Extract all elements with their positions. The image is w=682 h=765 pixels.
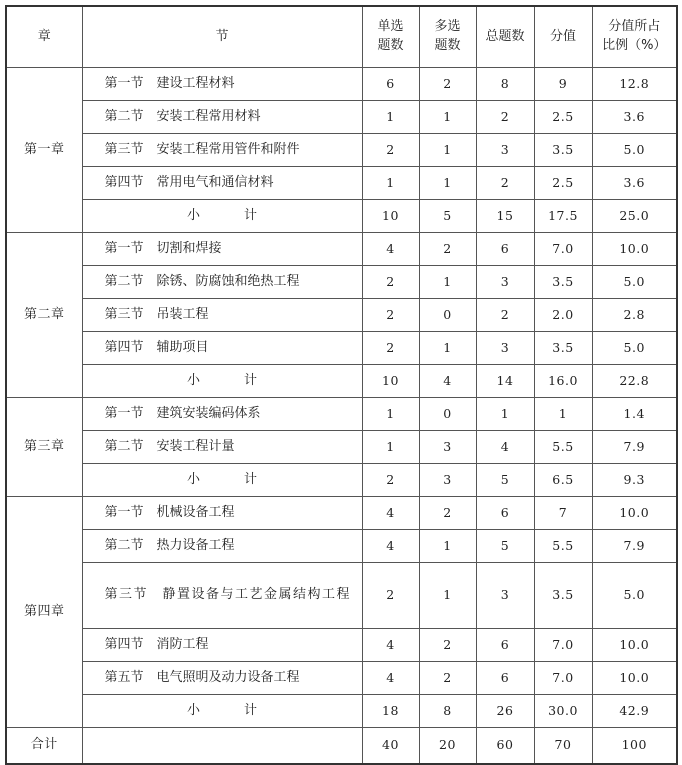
header-total: 总题数: [476, 6, 534, 68]
total-cell: 6: [476, 497, 534, 530]
ratio-cell: 7.9: [592, 530, 677, 563]
score-cell: 3.5: [534, 563, 592, 629]
subtotal-row: [6, 365, 677, 398]
multi-cell: 2: [419, 662, 476, 695]
subtotal-label-b: 计: [244, 207, 258, 223]
subtotal-score-cell: 30.0: [534, 695, 592, 728]
section-cell: 第五节 电气照明及动力设备工程: [82, 662, 362, 695]
subtotal-total-cell: 5: [476, 464, 534, 497]
table-row: [6, 398, 677, 431]
section-cell: 第一节 建筑安装编码体系: [82, 398, 362, 431]
total-cell: 8: [476, 68, 534, 101]
single-cell: 1: [362, 431, 419, 464]
single-cell: 4: [362, 233, 419, 266]
multi-cell: 3: [419, 431, 476, 464]
subtotal-label-a: 小: [186, 207, 200, 223]
total-cell: 1: [476, 398, 534, 431]
chapter-cell: 第一章: [6, 68, 82, 233]
subtotal-row: [6, 464, 677, 497]
total-cell: 4: [476, 431, 534, 464]
exam-score-table: [5, 5, 678, 765]
total-cell: 3: [476, 134, 534, 167]
subtotal-row: [6, 200, 677, 233]
table-row: [6, 299, 677, 332]
ratio-cell: 3.6: [592, 167, 677, 200]
section-cell: 第四节 消防工程: [82, 629, 362, 662]
header-multi: [419, 6, 476, 68]
score-cell: 7: [534, 497, 592, 530]
multi-cell: 1: [419, 134, 476, 167]
subtotal-label-a: 小: [186, 702, 200, 718]
single-cell: 1: [362, 398, 419, 431]
section-cell: 第一节 建设工程材料: [82, 68, 362, 101]
section-cell: 第四节 辅助项目: [82, 332, 362, 365]
table-row: [6, 266, 677, 299]
header-single: [362, 6, 419, 68]
table-row: [6, 233, 677, 266]
ratio-cell: 2.8: [592, 299, 677, 332]
score-cell: 5.5: [534, 530, 592, 563]
multi-cell: 2: [419, 68, 476, 101]
section-cell: 第一节 切割和焊接: [82, 233, 362, 266]
section-cell: 第二节 安装工程常用材料: [82, 101, 362, 134]
subtotal-label-a: 小: [186, 372, 200, 388]
score-cell: 3.5: [534, 134, 592, 167]
subtotal-label-b: 计: [244, 471, 258, 487]
subtotal-single-cell: 2: [362, 464, 419, 497]
score-cell: 3.5: [534, 266, 592, 299]
single-cell: 4: [362, 629, 419, 662]
ratio-cell: 10.0: [592, 233, 677, 266]
single-cell: 4: [362, 662, 419, 695]
score-cell: 7.0: [534, 662, 592, 695]
score-cell: 2.5: [534, 167, 592, 200]
single-cell: 1: [362, 101, 419, 134]
total-cell: 3: [476, 332, 534, 365]
section-cell: 第三节 安装工程常用管件和附件: [82, 134, 362, 167]
subtotal-score-cell: 6.5: [534, 464, 592, 497]
grand-total-total-cell: 60: [476, 728, 534, 764]
section-cell: 第二节 安装工程计量: [82, 431, 362, 464]
ratio-cell: 5.0: [592, 563, 677, 629]
total-cell: 3: [476, 563, 534, 629]
multi-cell: 1: [419, 563, 476, 629]
table-row: [6, 332, 677, 365]
multi-cell: 2: [419, 629, 476, 662]
single-cell: 4: [362, 497, 419, 530]
subtotal-ratio-cell: 25.0: [592, 200, 677, 233]
subtotal-multi-cell: 8: [419, 695, 476, 728]
multi-cell: 1: [419, 266, 476, 299]
subtotal-single-cell: 10: [362, 200, 419, 233]
ratio-cell: 5.0: [592, 266, 677, 299]
subtotal-label: [82, 200, 362, 233]
multi-cell: 2: [419, 497, 476, 530]
single-cell: 2: [362, 134, 419, 167]
grand-total-score-cell: 70: [534, 728, 592, 764]
subtotal-multi-cell: 5: [419, 200, 476, 233]
header-row: [6, 6, 677, 68]
header-chapter: 章: [6, 6, 82, 68]
ratio-cell: 10.0: [592, 497, 677, 530]
score-cell: 7.0: [534, 629, 592, 662]
single-cell: 1: [362, 167, 419, 200]
score-cell: 2.0: [534, 299, 592, 332]
table-row: [6, 134, 677, 167]
subtotal-label: [82, 695, 362, 728]
section-cell: 第二节 除锈、防腐蚀和绝热工程: [82, 266, 362, 299]
subtotal-label-b: 计: [244, 702, 258, 718]
subtotal-row: [6, 695, 677, 728]
score-cell: 7.0: [534, 233, 592, 266]
header-ratio: [592, 6, 677, 68]
subtotal-ratio-cell: 42.9: [592, 695, 677, 728]
total-cell: 3: [476, 266, 534, 299]
subtotal-label-b: 计: [244, 372, 258, 388]
total-cell: 6: [476, 662, 534, 695]
section-cell: 第二节 热力设备工程: [82, 530, 362, 563]
multi-cell: 0: [419, 299, 476, 332]
multi-cell: 1: [419, 530, 476, 563]
table-row: [6, 431, 677, 464]
subtotal-ratio-cell: 22.8: [592, 365, 677, 398]
subtotal-ratio-cell: 9.3: [592, 464, 677, 497]
subtotal-multi-cell: 3: [419, 464, 476, 497]
multi-cell: 0: [419, 398, 476, 431]
single-cell: 2: [362, 563, 419, 629]
total-cell: 2: [476, 167, 534, 200]
single-cell: 2: [362, 266, 419, 299]
section-cell: 第三节 静置设备与工艺金属结构工程: [82, 563, 362, 629]
subtotal-multi-cell: 4: [419, 365, 476, 398]
chapter-cell: 第二章: [6, 233, 82, 398]
total-cell: 2: [476, 299, 534, 332]
single-cell: 2: [362, 299, 419, 332]
grand-total-multi-cell: 20: [419, 728, 476, 764]
multi-cell: 1: [419, 101, 476, 134]
chapter-cell: 第四章: [6, 497, 82, 728]
ratio-cell: 10.0: [592, 662, 677, 695]
header-section: 节: [82, 6, 362, 68]
ratio-cell: 5.0: [592, 134, 677, 167]
multi-cell: 2: [419, 233, 476, 266]
table-row: [6, 629, 677, 662]
subtotal-total-cell: 15: [476, 200, 534, 233]
header-multi-text: 多选 题数: [434, 19, 461, 53]
subtotal-single-cell: 18: [362, 695, 419, 728]
header-score: 分值: [534, 6, 592, 68]
score-cell: 2.5: [534, 101, 592, 134]
score-cell: 3.5: [534, 332, 592, 365]
section-cell: 第一节 机械设备工程: [82, 497, 362, 530]
grand-total-ratio-cell: 100: [592, 728, 677, 764]
table-row: [6, 662, 677, 695]
single-cell: 2: [362, 332, 419, 365]
multi-cell: 1: [419, 332, 476, 365]
score-cell: 1: [534, 398, 592, 431]
total-cell: 5: [476, 530, 534, 563]
score-cell: 5.5: [534, 431, 592, 464]
grand-total-section: [82, 728, 362, 764]
total-cell: 6: [476, 233, 534, 266]
ratio-cell: 1.4: [592, 398, 677, 431]
subtotal-total-cell: 26: [476, 695, 534, 728]
single-cell: 6: [362, 68, 419, 101]
section-cell: 第四节 常用电气和通信材料: [82, 167, 362, 200]
grand-total-single-cell: 40: [362, 728, 419, 764]
multi-cell: 1: [419, 167, 476, 200]
subtotal-label: [82, 464, 362, 497]
section-cell: 第三节 吊装工程: [82, 299, 362, 332]
ratio-cell: 5.0: [592, 332, 677, 365]
total-cell: 2: [476, 101, 534, 134]
header-single-text: 单选 题数: [377, 19, 404, 53]
table-row: [6, 101, 677, 134]
subtotal-single-cell: 10: [362, 365, 419, 398]
subtotal-score-cell: 16.0: [534, 365, 592, 398]
single-cell: 4: [362, 530, 419, 563]
table-row: [6, 68, 677, 101]
ratio-cell: 7.9: [592, 431, 677, 464]
grand-total-row: [6, 728, 677, 764]
table-row: [6, 167, 677, 200]
table-row: [6, 563, 677, 629]
ratio-cell: 3.6: [592, 101, 677, 134]
table-body: [6, 68, 677, 764]
score-cell: 9: [534, 68, 592, 101]
ratio-cell: 10.0: [592, 629, 677, 662]
subtotal-total-cell: 14: [476, 365, 534, 398]
subtotal-label: [82, 365, 362, 398]
ratio-cell: 12.8: [592, 68, 677, 101]
subtotal-label-a: 小: [186, 471, 200, 487]
table-row: [6, 497, 677, 530]
grand-total-label: 合计: [6, 728, 82, 764]
subtotal-score-cell: 17.5: [534, 200, 592, 233]
header-ratio-text: 分值所占 比例（%）: [602, 19, 667, 53]
total-cell: 6: [476, 629, 534, 662]
chapter-cell: 第三章: [6, 398, 82, 497]
table-row: [6, 530, 677, 563]
